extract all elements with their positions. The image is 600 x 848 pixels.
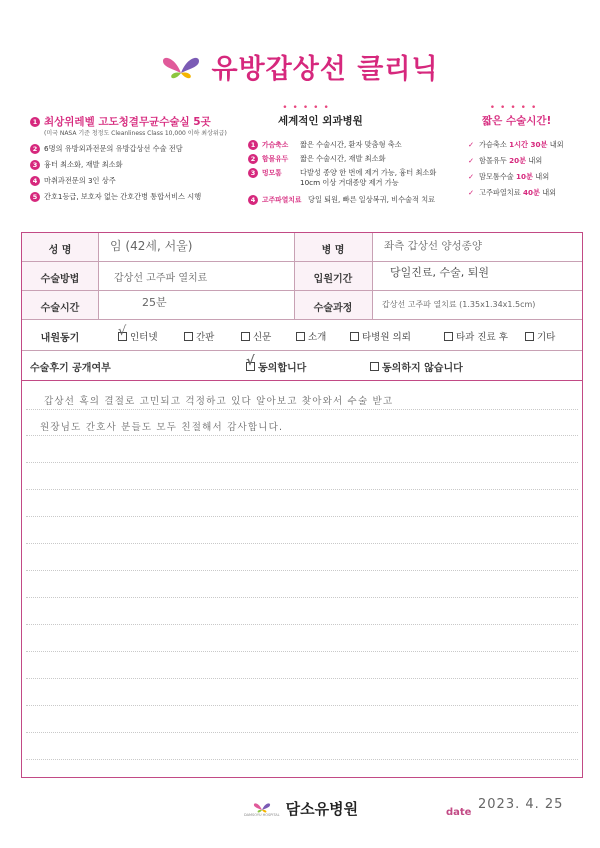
motive-checkbox-referral[interactable]: 소개	[296, 329, 326, 343]
motive-checkbox-internet[interactable]: √ 인터넷	[118, 323, 158, 343]
brand-english: DAMSOYU HOSPITAL	[244, 812, 280, 817]
feature-item-continued: 10cm 이상 거대종양 제거 가능	[300, 178, 399, 187]
review-line: 갑상선 혹의 결절로 고민되고 걱정하고 있다 알아보고 찾아와서 수술 받고	[44, 396, 394, 407]
method-label: 수술방법	[40, 274, 80, 285]
butterfly-logo-icon	[161, 53, 201, 79]
feature-item: 3 멍모톰 다발성 종양 한 번에 제거 가능, 흉터 최소화	[248, 168, 458, 178]
hospital-name: 담소유병원	[285, 800, 359, 818]
name-field[interactable]: 임 (42세, 서울)	[110, 239, 193, 253]
feature-column-2	[248, 104, 458, 205]
feature-item: 2 함몰유두 짧은 수술시간, 재발 최소화	[248, 154, 458, 164]
feature-item: 1 가슴축소 짧은 수술시간, 환자 맞춤형 축소	[248, 140, 458, 150]
time-field[interactable]: 25분	[142, 296, 167, 309]
date-value: 2023. 4. 25	[478, 797, 564, 812]
surgery-time-item: ✓ 고주파열치료 40분 내외	[468, 188, 557, 197]
column-3-heading: 짧은 수술시간!	[482, 115, 552, 127]
feature-item: 2 6명의 유방외과전문의 유방갑상선 수술 전담	[30, 144, 260, 154]
motive-checkbox-other-hospital[interactable]: 타병원 의뢰	[350, 329, 411, 343]
time-label: 수술시간	[40, 303, 80, 314]
decorative-dots: •••••	[282, 103, 334, 113]
feature-item: 3 흉터 최소화, 재발 최소화	[30, 160, 260, 170]
motive-checkbox-etc[interactable]: 기타	[525, 329, 555, 343]
butterfly-logo-icon	[253, 801, 271, 813]
column-1-heading: 최상위레벨 고도청결무균수술실 5곳	[44, 116, 211, 128]
stay-label: 입원기간	[313, 274, 353, 285]
consent-label: 수술후기 공개여부	[30, 363, 111, 374]
surgery-time-item: ✓ 맘모톰수술 10분 내외	[468, 172, 550, 181]
feature-item: 4 고주파열치료 당일 퇴원, 빠른 일상복귀, 비수술적 치료	[248, 195, 458, 205]
motive-checkbox-newspaper[interactable]: 신문	[241, 329, 271, 343]
method-field[interactable]: 갑상선 고주파 열치료	[114, 273, 208, 284]
feature-item: 5 간호1등급, 보호자 없는 간호간병 통합서비스 시행	[30, 192, 260, 202]
feature-column-3	[468, 104, 593, 198]
surgery-time-item: ✓ 가슴축소 1시간 30분 내외	[468, 140, 564, 149]
review-line: 원장님도 간호사 분들도 모두 친절해서 감사합니다.	[40, 422, 284, 433]
page-title: 유방갑상선 클리닉	[211, 53, 439, 85]
disease-label: 병 명	[321, 245, 345, 256]
stay-field[interactable]: 당일진료, 수술, 퇴원	[390, 266, 489, 279]
consent-disagree-checkbox[interactable]: 동의하지 않습니다	[370, 359, 463, 374]
surgery-time-item: ✓ 함몰유두 20분 내외	[468, 156, 543, 165]
hospital-logo	[244, 798, 358, 819]
motive-checkbox-other-dept[interactable]: 타과 진료 후	[444, 329, 508, 343]
feature-item: 4 마취과전문의 3인 상주	[30, 176, 260, 186]
number-badge: 1	[30, 117, 40, 127]
date-label: date	[446, 807, 472, 818]
disease-field[interactable]: 좌측 갑상선 양성종양	[384, 240, 482, 252]
column-2-heading: 세계적인 외과병원	[278, 115, 363, 127]
process-label: 수술과정	[313, 303, 353, 314]
clinic-header	[0, 46, 600, 86]
motive-checkbox-signboard[interactable]: 간판	[184, 329, 214, 343]
cleanroom-note: (미국 NASA 기준 청정도 Cleanliness Class 10,000 이하 최상위급)	[44, 130, 227, 137]
feature-column-1	[30, 104, 260, 202]
process-field[interactable]: 갑상선 고주파 열치료 (1.35x1.34x1.5cm)	[382, 300, 536, 309]
consent-agree-checkbox[interactable]: √ 동의합니다	[246, 354, 307, 374]
motive-label: 내원동기	[40, 333, 80, 344]
name-label: 성 명	[48, 245, 72, 256]
decorative-dots: •••••	[489, 103, 542, 113]
review-form	[21, 232, 583, 778]
